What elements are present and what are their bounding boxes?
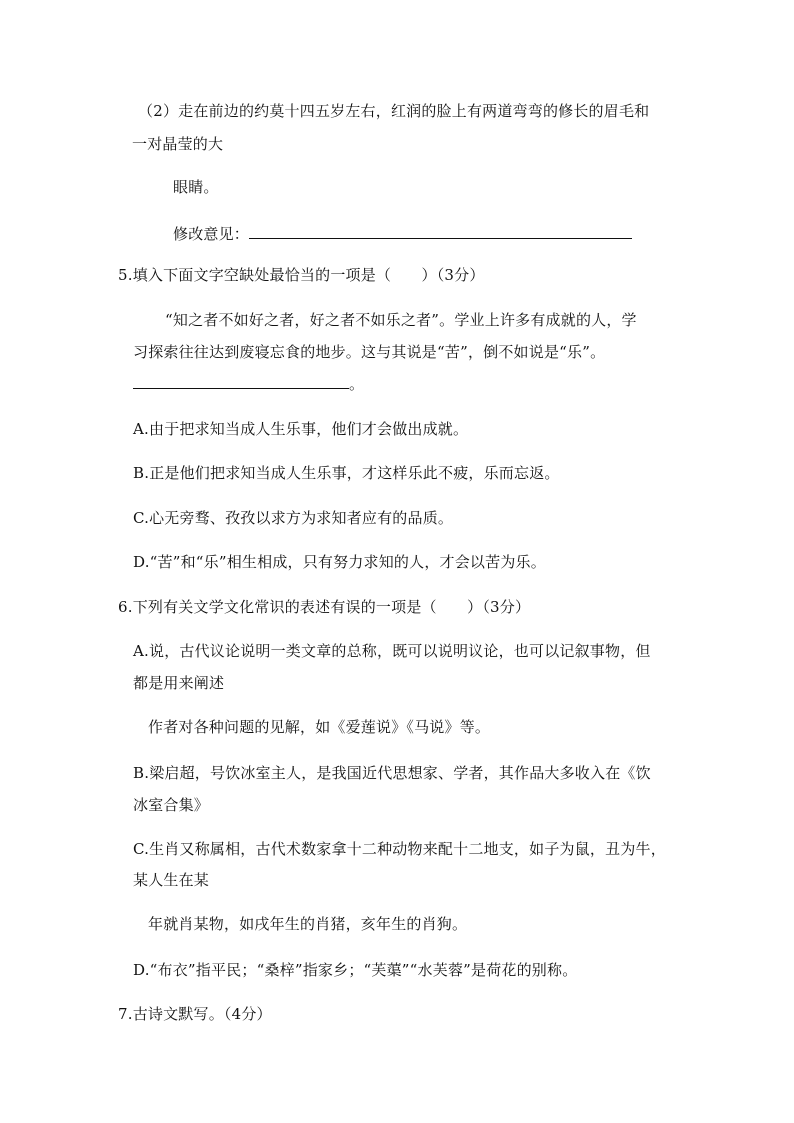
q5-fill-blank[interactable] bbox=[133, 374, 349, 389]
q5-blank-end: 。 bbox=[349, 375, 365, 393]
q7-stem: 7.古诗文默写。（4分） bbox=[118, 1005, 272, 1023]
q6-option-a-line1: A.说，古代议论说明一类文章的总称，既可以说明议论，也可以记叙事物，但 bbox=[133, 642, 651, 660]
q6-option-d: D.“布衣”指平民；“桑梓”指家乡；“芙蕖”“水芙蓉”是荷花的别称。 bbox=[133, 961, 578, 979]
q5-option-c: C.心无旁骛、孜孜以求方为求知者应有的品质。 bbox=[133, 509, 454, 527]
q5-option-d: D.“苦”和“乐”相生相成，只有努力求知的人，才会以苦为乐。 bbox=[133, 553, 546, 571]
q6-option-a-line2: 都是用来阐述 bbox=[133, 674, 225, 692]
q5-passage-line1: “知之者不如好之者，好之者不如乐之者”。学业上许多有成就的人，学 bbox=[165, 311, 637, 329]
q6-option-c-line2: 某人生在某 bbox=[133, 871, 210, 889]
item2-line1: （2）走在前边的约莫十四五岁左右，红润的脸上有两道弯弯的修长的眉毛和 bbox=[138, 102, 650, 120]
item2-line2: 一对晶莹的大 bbox=[132, 135, 224, 153]
q6-option-a-line3: 作者对各种问题的见解，如《爱莲说》《马说》等。 bbox=[148, 718, 491, 736]
revise-label: 修改意见： bbox=[173, 225, 250, 243]
q5-stem: 5.填入下面文字空缺处最恰当的一项是（ ）（3分） bbox=[118, 266, 485, 284]
q6-option-b-line2: 冰室合集》 bbox=[133, 796, 210, 814]
q5-option-a: A.由于把求知当成人生乐事，他们才会做出成就。 bbox=[133, 420, 469, 438]
q5-option-b: B.正是他们把求知当成人生乐事，才这样乐此不疲，乐而忘返。 bbox=[133, 464, 560, 482]
q5-fill-row bbox=[133, 374, 364, 394]
revise-opinion-row bbox=[173, 224, 632, 244]
revise-answer-blank[interactable] bbox=[249, 224, 632, 239]
q6-option-c-line1: C.生肖又称属相，古代术数家拿十二种动物来配十二地支，如子为鼠，丑为牛， bbox=[133, 840, 666, 858]
q5-passage-line2: 习探索往往达到废寝忘食的地步。这与其说是“苦”，倒不如说是“乐”。 bbox=[133, 343, 606, 361]
q6-option-b-line1: B.梁启超，号饮冰室主人，是我国近代思想家、学者，其作品大多收入在《饮 bbox=[133, 764, 651, 782]
item2-line3: 眼睛。 bbox=[173, 178, 219, 196]
q6-stem: 6.下列有关文学文化常识的表述有误的一项是（ ）（3分） bbox=[118, 598, 531, 616]
q6-option-c-line3: 年就肖某物，如戌年生的肖猪，亥年生的肖狗。 bbox=[148, 915, 468, 933]
